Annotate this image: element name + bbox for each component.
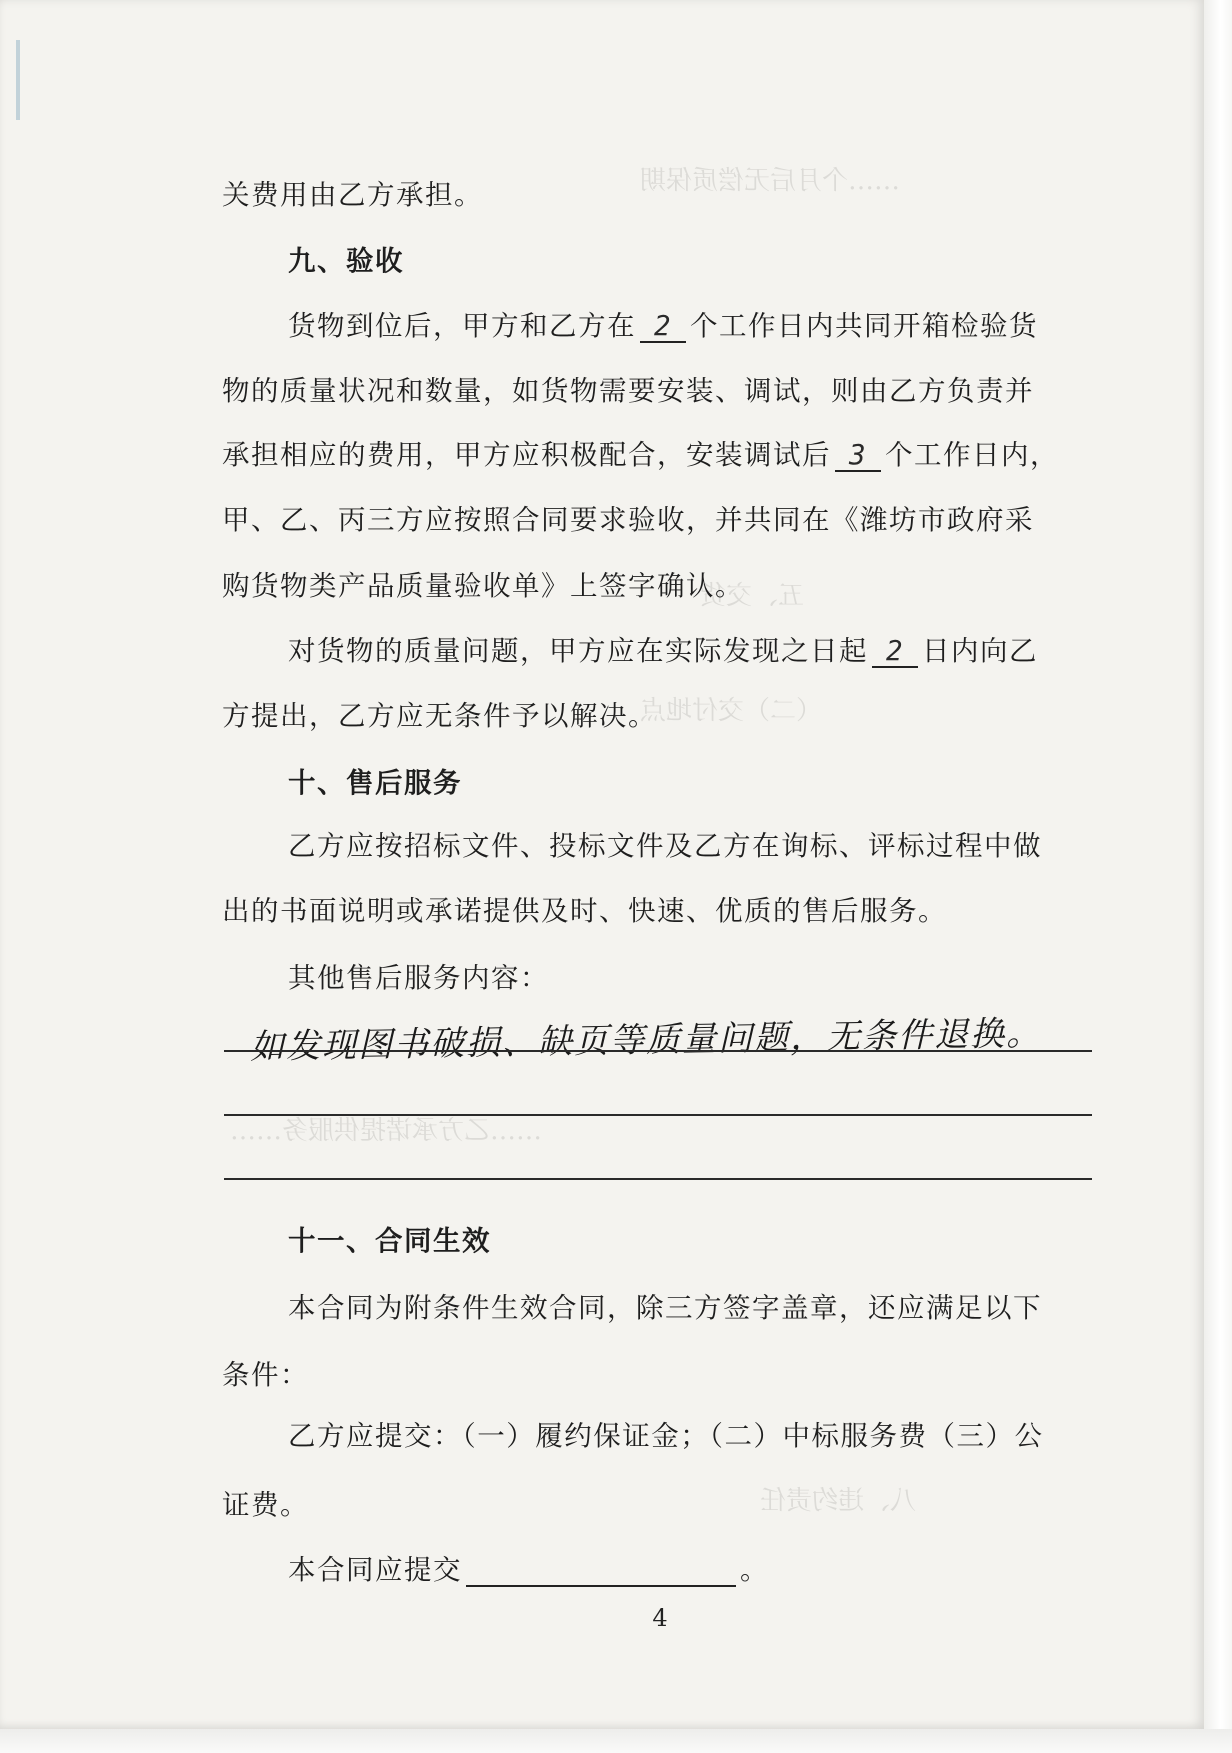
fill-line (224, 1178, 1092, 1180)
page-number: 4 (652, 1604, 668, 1632)
text-line: 购货物类产品质量验收单》上签字确认。 (222, 570, 744, 602)
text-line: 对货物的质量问题，甲方应在实际发现之日起 2 日内向乙 (288, 635, 1038, 667)
scan-edge (1204, 0, 1232, 1753)
text-line: 物的质量状况和数量，如货物需要安装、调试，则由乙方负责并 (222, 375, 1034, 407)
text-line: 条件： (222, 1359, 309, 1391)
text-line: 出的书面说明或承诺提供及时、快速、优质的售后服务。 (222, 895, 947, 927)
blank-fill-line (466, 1555, 736, 1587)
section-heading-after-sales: 十、售后服务 (288, 767, 462, 799)
bleed-through-text: ……乙方承诺提供服务…… (230, 1116, 543, 1146)
text-line: 货物到位后，甲方和乙方在 2 个工作日内共同开箱检验货 (288, 310, 1038, 342)
bleed-through-text: 五、交货 (700, 581, 805, 611)
scan-edge (0, 1729, 1232, 1753)
text-line: 关费用由乙方承担。 (222, 179, 483, 211)
fill-line (224, 1114, 1092, 1116)
text-line: 乙方应按招标文件、投标文件及乙方在询标、评标过程中做 (288, 830, 1042, 862)
handwritten-fill-acceptance-days: 3 (835, 440, 881, 472)
bleed-through-text: （二）交付地点 (640, 696, 823, 726)
bleed-through-text: ……个月后无偿质保期 (640, 166, 901, 196)
text-line: 本合同应提交 。 (288, 1554, 769, 1586)
text-line: 承担相应的费用，甲方应积极配合，安装调试后 3 个工作日内， (222, 439, 1059, 471)
bleed-through-text: 八、违约责任 (760, 1486, 917, 1516)
text-line: 证费。 (222, 1489, 309, 1521)
text-line: 甲、乙、丙三方应按照合同要求验收，并共同在《潍坊市政府采 (222, 504, 1034, 536)
text-line: 其他售后服务内容： (288, 962, 549, 994)
handwritten-after-sales-content: 如发现图书破损、缺页等质量问题，无条件退换。 (249, 1013, 1043, 1068)
section-heading-contract-effect: 十一、合同生效 (288, 1225, 491, 1257)
text-line: 方提出，乙方应无条件予以解决。 (222, 700, 657, 732)
section-heading-acceptance: 九、验收 (288, 245, 404, 277)
fill-line (224, 1050, 1092, 1052)
text-line: 乙方应提交：（一）履约保证金；（二）中标服务费（三）公 (288, 1420, 1044, 1452)
handwritten-fill-quality-report-days: 2 (872, 636, 918, 668)
scan-mark (16, 40, 20, 120)
text-line: 本合同为附条件生效合同，除三方签字盖章，还应满足以下 (288, 1292, 1042, 1324)
handwritten-fill-inspection-days: 2 (640, 311, 686, 343)
